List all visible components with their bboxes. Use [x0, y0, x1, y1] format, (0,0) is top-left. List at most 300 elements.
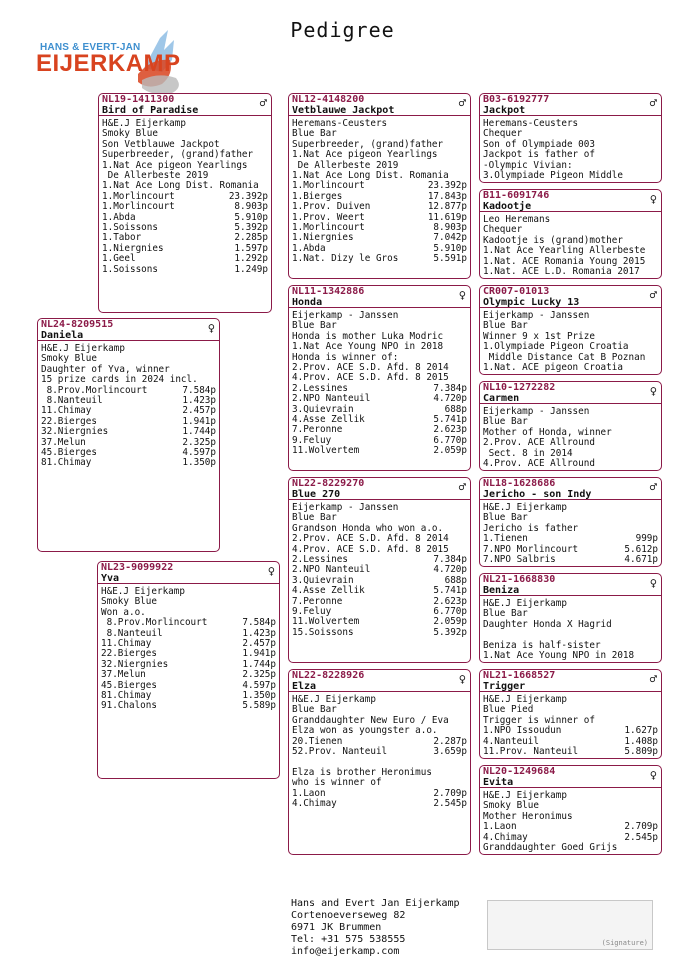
detail-text: 1.Nat Ace pigeon Yearlings	[292, 149, 438, 161]
detail-text: Son of Olympiade 003	[483, 138, 595, 150]
detail-text: 1.Bierges	[292, 190, 343, 202]
pigeon-name: Elza	[292, 681, 317, 692]
detail-text: -Olympic Vivian:	[483, 159, 573, 171]
detail-text: 11.Wolvertem	[292, 445, 360, 457]
pigeon-card-14	[479, 669, 662, 759]
detail-text: Won a.o.	[101, 606, 146, 618]
pigeon-name: Trigger	[483, 681, 526, 692]
detail-text: 1.Nat Ace pigeon Yearlings	[102, 159, 248, 171]
card-header	[289, 94, 470, 116]
pigeon-name: Daniela	[41, 330, 84, 341]
detail-text: 1.Olympiade Pigeon Croatia	[483, 341, 629, 353]
prize-count: 2.709p	[624, 821, 658, 833]
detail-text: Blue Pied	[483, 704, 534, 716]
prize-count: 1.249p	[234, 263, 268, 275]
pigeon-name: Yva	[101, 573, 120, 584]
detail-text: H&E.J Eijerkamp	[102, 118, 186, 129]
detail-text: 1.NPO Issoudun	[483, 725, 562, 737]
card-details	[98, 584, 279, 715]
prize-count: 2.457p	[182, 405, 216, 417]
detail-text: 1.Nat Ace Long Dist. Romania	[292, 170, 449, 182]
detail-line	[292, 446, 467, 456]
detail-text: 3.Quievrain	[292, 403, 354, 415]
ring-number: NL22-8228926	[292, 670, 365, 681]
detail-text: H&E.J Eijerkamp	[292, 694, 376, 705]
card-header	[480, 574, 661, 596]
prize-count: 5.392p	[234, 222, 268, 234]
detail-line	[483, 267, 658, 277]
detail-text: 32.Niergnies	[41, 426, 109, 438]
prize-count: 1.408p	[624, 735, 658, 747]
card-details	[480, 116, 661, 184]
pigeon-name: Vetblauwe Jackpot	[292, 105, 395, 116]
prize-count: 2.325p	[182, 436, 216, 448]
pigeon-card-3	[97, 561, 280, 779]
male-icon: ♂	[649, 480, 657, 494]
detail-text: Blue Bar	[483, 608, 528, 620]
detail-text: Elza won as youngster a.o.	[292, 725, 438, 737]
prize-count: 1.744p	[242, 658, 276, 670]
card-details	[480, 308, 661, 376]
prize-count: 6.770p	[433, 434, 467, 446]
detail-text: 3.Olympiade Pigeon Middle	[483, 170, 623, 182]
detail-text: Honda is winner of:	[292, 351, 399, 363]
prize-count: 4.597p	[182, 447, 216, 459]
detail-text: 2.Lessines	[292, 554, 348, 566]
detail-text: De Allerbeste 2019	[102, 170, 209, 182]
prize-count: 1.292p	[234, 253, 268, 265]
detail-text: 1.Laon	[292, 787, 326, 799]
detail-text: 91.Chalons	[101, 700, 157, 712]
detail-text: 4.Prov. ACE S.D. Afd. 8 2015	[292, 543, 449, 555]
detail-text: H&E.J Eijerkamp	[483, 694, 567, 705]
prize-count: 5.809p	[624, 746, 658, 758]
detail-text: 1.Morlincourt	[102, 201, 175, 213]
detail-text: 1.Abda	[102, 211, 136, 223]
prize-count: 17.843p	[427, 190, 467, 202]
detail-text: 81.Chimay	[101, 690, 152, 702]
detail-text: 1.Nat. ACE pigeon Croatia	[483, 362, 623, 374]
card-details	[289, 308, 470, 460]
card-details	[99, 116, 271, 278]
detail-text: 1.Prov. Duiven	[292, 201, 371, 213]
prize-count: 7.584p	[182, 384, 216, 396]
detail-text: H&E.J Eijerkamp	[41, 343, 125, 354]
pigeon-card-2	[37, 318, 220, 552]
detail-text: Chequer	[483, 224, 523, 236]
detail-text: Beniza is half-sister	[483, 639, 601, 651]
detail-text: 1.Nat Ace Young NPO in 2018	[292, 341, 444, 353]
prize-count: 7.042p	[433, 232, 467, 244]
detail-text: 20.Tienen	[292, 735, 343, 747]
detail-text: Blue Bar	[483, 416, 528, 428]
detail-text: H&E.J Eijerkamp	[483, 790, 567, 801]
detail-text: 1.Nat Ace Long Dist. Romania	[102, 180, 259, 192]
detail-text: Winner 9 x 1st Prize	[483, 330, 595, 342]
detail-text: Blue Bar	[292, 128, 337, 140]
detail-text: 2.NPO Nanteuil	[292, 564, 371, 576]
female-icon: ♀	[649, 576, 657, 590]
detail-text: 7.Peronne	[292, 424, 343, 436]
female-icon: ♀	[649, 768, 657, 782]
logo-line-2: EIJERKAMP	[36, 50, 181, 77]
prize-count: 4.671p	[624, 554, 658, 566]
detail-text: 4.Asse Zellik	[292, 585, 365, 597]
pigeon-name: Olympic Lucky 13	[483, 297, 580, 308]
detail-line	[483, 459, 658, 469]
prize-count: 2.325p	[242, 669, 276, 681]
detail-text: Son Vetblauwe Jackpot	[102, 138, 220, 150]
detail-line	[292, 254, 467, 264]
card-header	[289, 286, 470, 308]
prize-count: 5.741p	[433, 414, 467, 426]
detail-line	[483, 555, 658, 565]
detail-text: 1.Nat. ACE L.D. Romania 2017	[483, 266, 640, 278]
pigeon-card-6	[288, 477, 471, 663]
prize-count: 1.350p	[182, 457, 216, 469]
detail-text: H&E.J Eijerkamp	[101, 586, 185, 597]
pigeon-card-8	[479, 93, 662, 183]
detail-text: Eijerkamp - Janssen	[292, 310, 399, 321]
detail-text: 22.Bierges	[41, 415, 97, 427]
detail-line	[483, 620, 658, 630]
card-header	[98, 562, 279, 584]
detail-text: 1.Morlincourt	[292, 222, 365, 234]
detail-text: Eijerkamp - Janssen	[292, 502, 399, 513]
pigeon-name: Beniza	[483, 585, 520, 596]
female-icon: ♀	[207, 321, 215, 335]
eijerkamp-logo	[34, 28, 204, 98]
card-details	[289, 692, 470, 812]
detail-text: 4.Prov. ACE S.D. Afd. 8 2015	[292, 372, 449, 384]
detail-text: 2.Prov. ACE Allround	[483, 437, 595, 449]
male-icon: ♂	[259, 96, 267, 110]
prize-count: 2.709p	[433, 787, 467, 799]
pigeon-card-7	[288, 669, 471, 855]
pigeon-card-11	[479, 381, 662, 471]
detail-text: Chequer	[483, 128, 523, 140]
detail-text: 15 prize cards in 2024 incl.	[41, 374, 198, 386]
card-details	[38, 341, 219, 472]
signature-box	[487, 900, 653, 950]
card-header	[480, 478, 661, 500]
detail-text: Granddaughter New Euro / Eva	[292, 714, 449, 726]
detail-text: Elza is brother Heronimus	[292, 766, 432, 778]
prize-count: 2.623p	[433, 424, 467, 436]
detail-text: Superbreeder, (grand)father	[102, 149, 254, 161]
detail-text: 1.Soissons	[102, 263, 158, 275]
detail-line	[483, 651, 658, 661]
detail-text: Smoky Blue	[483, 800, 539, 812]
pigeon-card-1	[98, 93, 272, 313]
detail-text: 8.Prov.Morlincourt	[41, 384, 148, 396]
detail-text: Heremans-Ceusters	[292, 118, 388, 129]
pigeon-card-5	[288, 285, 471, 471]
prize-count: 1.350p	[242, 690, 276, 702]
detail-text: 11.Prov. Nanteuil	[483, 746, 579, 758]
pigeon-name: Evita	[483, 777, 514, 788]
detail-line	[483, 843, 658, 853]
ring-number: NL12-4148200	[292, 94, 365, 105]
card-header	[289, 670, 470, 692]
card-details	[480, 596, 661, 664]
detail-text: H&E.J Eijerkamp	[483, 598, 567, 609]
detail-text: 7.NPO Salbris	[483, 554, 556, 566]
pigeon-card-15	[479, 765, 662, 855]
detail-line	[292, 799, 467, 809]
card-header	[480, 190, 661, 212]
prize-count: 2.287p	[433, 735, 467, 747]
prize-count: 7.384p	[433, 554, 467, 566]
detail-line	[292, 747, 467, 757]
ring-number: B03-6192777	[483, 94, 550, 105]
detail-line	[483, 363, 658, 373]
card-header	[480, 670, 661, 692]
detail-text: 1.Tabor	[102, 232, 142, 244]
ring-number: NL20-1249684	[483, 766, 556, 777]
detail-text: 37.Melun	[101, 669, 146, 681]
female-icon: ♀	[267, 564, 275, 578]
prize-count: 1.423p	[182, 395, 216, 407]
page-title: Pedigree	[290, 18, 395, 42]
detail-text: 9.Feluy	[292, 434, 332, 446]
detail-text: 1.Morlincourt	[102, 190, 175, 202]
ring-number: NL23-9099922	[101, 562, 174, 573]
detail-line	[41, 458, 216, 468]
contact-street: Cortenoeverseweg 82	[291, 910, 406, 921]
detail-text: 1.Nat. ACE Romania Young 2015	[483, 255, 646, 267]
detail-text: 3.Quievrain	[292, 574, 354, 586]
prize-count: 1.423p	[242, 627, 276, 639]
detail-text: 9.Feluy	[292, 606, 332, 618]
female-icon: ♀	[458, 672, 466, 686]
male-icon: ♂	[458, 96, 466, 110]
detail-text: 4.Chimay	[292, 798, 337, 810]
prize-count: 4.597p	[242, 679, 276, 691]
detail-text: 52.Prov. Nanteuil	[292, 746, 388, 758]
prize-count: 2.285p	[234, 232, 268, 244]
prize-count: 4.720p	[433, 393, 467, 405]
detail-text: Blue Bar	[292, 704, 337, 716]
detail-text: 81.Chimay	[41, 457, 92, 469]
prize-count: 2.059p	[433, 445, 467, 457]
prize-count: 23.392p	[427, 180, 467, 192]
detail-text: Blue Bar	[292, 512, 337, 524]
detail-text: Daughter Honda X Hagrid	[483, 618, 612, 630]
detail-text: 1.Niergnies	[102, 242, 164, 254]
detail-text: 2.Lessines	[292, 382, 348, 394]
detail-text: 7.Peronne	[292, 595, 343, 607]
prize-count: 1.597p	[234, 242, 268, 254]
detail-text: 4.Prov. ACE Allround	[483, 458, 595, 470]
detail-text: 1.Laon	[483, 821, 517, 833]
ring-number: NL22-8229270	[292, 478, 365, 489]
contact-info	[291, 898, 460, 958]
prize-count: 4.720p	[433, 564, 467, 576]
contact-phone: Tel: +31 575 538555	[291, 934, 406, 945]
male-icon: ♂	[458, 480, 466, 494]
detail-text: 11.Chimay	[41, 405, 92, 417]
card-details	[480, 404, 661, 472]
card-details	[289, 500, 470, 641]
detail-text: 1.Niergnies	[292, 232, 354, 244]
pigeon-name: Jackpot	[483, 105, 526, 116]
detail-line	[483, 171, 658, 181]
female-icon: ♀	[458, 288, 466, 302]
detail-text: 22.Bierges	[101, 648, 157, 660]
male-icon: ♂	[649, 288, 657, 302]
card-header	[480, 286, 661, 308]
detail-text: 2.Prov. ACE S.D. Afd. 8 2014	[292, 362, 449, 374]
prize-count: 8.903p	[433, 222, 467, 234]
ring-number: CR007-01013	[483, 286, 550, 297]
detail-text: 8.Nanteuil	[101, 627, 163, 639]
detail-text: 4.Chimay	[483, 831, 528, 843]
detail-line	[102, 265, 268, 275]
detail-text: Mother Heronimus	[483, 810, 573, 822]
card-details	[480, 692, 661, 760]
card-details	[480, 500, 661, 568]
prize-count: 688p	[444, 574, 467, 586]
ring-number: NL10-1272282	[483, 382, 556, 393]
signature-label: (Signature)	[601, 939, 648, 947]
detail-text: Blue Bar	[292, 320, 337, 332]
ring-number: NL11-1342886	[292, 286, 365, 297]
prize-count: 1.941p	[182, 415, 216, 427]
detail-text: 11.Chimay	[101, 638, 152, 650]
pigeon-card-13	[479, 573, 662, 663]
detail-text: Grandson Honda who won a.o.	[292, 522, 444, 534]
prize-count: 999p	[635, 533, 658, 545]
contact-name: Hans and Evert Jan Eijerkamp	[291, 898, 460, 909]
male-icon: ♂	[649, 96, 657, 110]
prize-count: 2.059p	[433, 616, 467, 628]
detail-text: Daughter of Yva, winner	[41, 363, 170, 375]
pigeon-card-4	[288, 93, 471, 279]
detail-text: Mother of Honda, winner	[483, 426, 612, 438]
detail-text: 45.Bierges	[41, 447, 97, 459]
detail-text: 4.Asse Zellik	[292, 414, 365, 426]
prize-count: 5.392p	[433, 626, 467, 638]
prize-count: 1.941p	[242, 648, 276, 660]
detail-text: Smoky Blue	[41, 353, 97, 365]
detail-text: 1.Geel	[102, 253, 136, 265]
prize-count: 5.910p	[234, 211, 268, 223]
prize-count: 5.741p	[433, 585, 467, 597]
detail-text: Eijerkamp - Janssen	[483, 406, 590, 417]
detail-text: Heremans-Ceusters	[483, 118, 579, 129]
prize-count: 1.627p	[624, 725, 658, 737]
detail-text: 37.Melun	[41, 436, 86, 448]
pigeon-name: Kadootje	[483, 201, 532, 212]
female-icon: ♀	[649, 384, 657, 398]
prize-count: 5.591p	[433, 253, 467, 265]
detail-text: Middle Distance Cat B Poznan	[483, 351, 646, 363]
detail-text: 2.Prov. ACE S.D. Afd. 8 2014	[292, 533, 449, 545]
card-details	[480, 788, 661, 856]
detail-line	[292, 628, 467, 638]
card-details	[289, 116, 470, 268]
card-header	[480, 94, 661, 116]
contact-city: 6971 JK Brummen	[291, 922, 382, 933]
detail-text: Smoky Blue	[101, 596, 157, 608]
detail-text: 1.Soissons	[102, 222, 158, 234]
prize-count: 3.659p	[433, 746, 467, 758]
detail-text: Trigger is winner of	[483, 714, 595, 726]
detail-text: Jackpot is father of	[483, 149, 595, 161]
prize-count: 1.744p	[182, 426, 216, 438]
contact-email: info@eijerkamp.com	[291, 946, 400, 957]
detail-text: Eijerkamp - Janssen	[483, 310, 590, 321]
detail-text: Sect. 8 in 2014	[483, 447, 573, 459]
detail-text: 8.Prov.Morlincourt	[101, 617, 208, 629]
detail-text: Blue Bar	[483, 512, 528, 524]
logo-line-1: HANS & EVERT-JAN	[40, 42, 141, 53]
prize-count: 5.612p	[624, 543, 658, 555]
detail-text: Smoky Blue	[102, 128, 158, 140]
detail-text: Blue Bar	[483, 320, 528, 332]
prize-count: 8.903p	[234, 201, 268, 213]
female-icon: ♀	[649, 192, 657, 206]
prize-count: 2.457p	[242, 638, 276, 650]
detail-text: Kadootje is (grand)mother	[483, 234, 623, 246]
ring-number: NL24-8209515	[41, 319, 114, 330]
detail-text: 1.Morlincourt	[292, 180, 365, 192]
ring-number: NL18-1628686	[483, 478, 556, 489]
detail-text: who is winner of	[292, 777, 382, 789]
detail-text: H&E.J Eijerkamp	[483, 502, 567, 513]
pigeon-name: Jericho - son Indy	[483, 489, 592, 500]
card-header	[480, 766, 661, 788]
pigeon-name: Bird of Paradise	[102, 105, 199, 116]
detail-line	[483, 747, 658, 757]
detail-text: Honda is mother Luka Modric	[292, 330, 444, 342]
prize-count: 7.384p	[433, 382, 467, 394]
prize-count: 12.877p	[427, 201, 467, 213]
ring-number: NL19-1411300	[102, 94, 175, 105]
detail-text: 1.Abda	[292, 242, 326, 254]
detail-text: 45.Bierges	[101, 679, 157, 691]
prize-count: 23.392p	[228, 190, 268, 202]
card-details	[480, 212, 661, 280]
detail-text: 7.NPO Morlincourt	[483, 543, 579, 555]
detail-text: 15.Soissons	[292, 626, 354, 638]
prize-count: 2.545p	[624, 831, 658, 843]
detail-text: 2.NPO Nanteuil	[292, 393, 371, 405]
detail-text: 8.Nanteuil	[41, 395, 103, 407]
card-header	[289, 478, 470, 500]
detail-text: 1.Nat Ace Young NPO in 2018	[483, 650, 635, 662]
pigeon-card-10	[479, 285, 662, 375]
prize-count: 7.584p	[242, 617, 276, 629]
detail-text: Leo Heremans	[483, 214, 551, 225]
detail-text: De Allerbeste 2019	[292, 159, 399, 171]
ring-number: NL21-1668830	[483, 574, 556, 585]
detail-text: 32.Niergnies	[101, 658, 169, 670]
detail-text: 1.Prov. Weert	[292, 211, 365, 223]
prize-count: 6.770p	[433, 606, 467, 618]
detail-text: 11.Wolvertem	[292, 616, 360, 628]
card-header	[38, 319, 219, 341]
prize-count: 2.545p	[433, 798, 467, 810]
pigeon-name: Blue 270	[292, 489, 341, 500]
prize-count: 11.619p	[427, 211, 467, 223]
prize-count: 5.589p	[242, 700, 276, 712]
ring-number: B11-6091746	[483, 190, 550, 201]
pigeon-name: Carmen	[483, 393, 520, 404]
detail-text: 1.Tienen	[483, 533, 528, 545]
pigeon-card-9	[479, 189, 662, 279]
